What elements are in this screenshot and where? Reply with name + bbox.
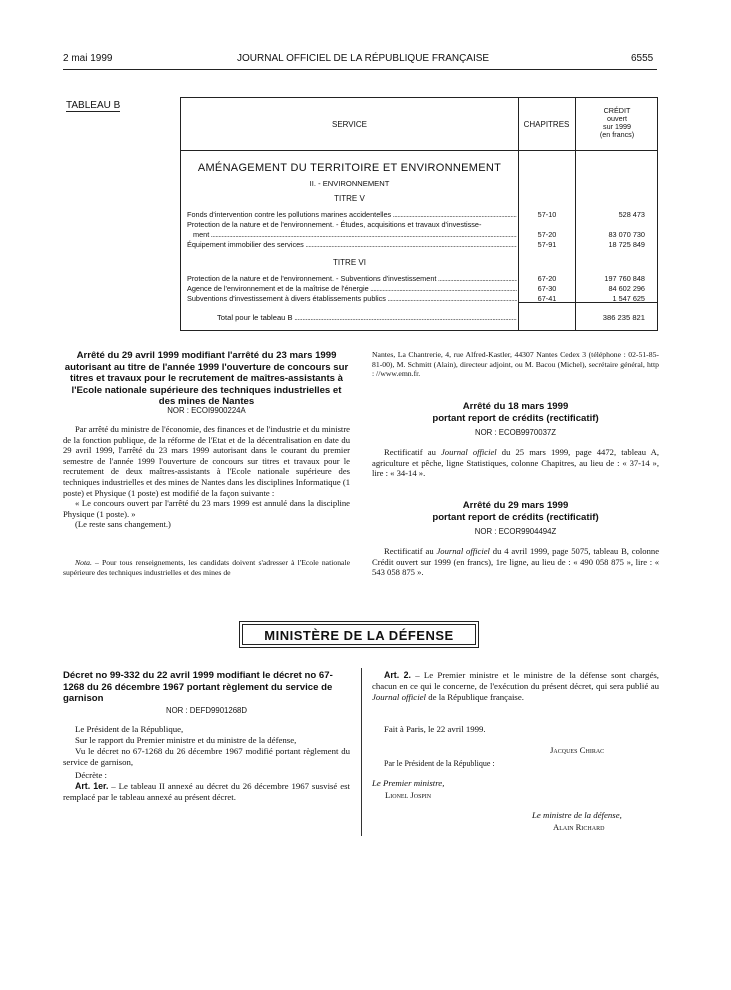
row-credit: 197 760 848: [604, 274, 645, 283]
section-title: AMÉNAGEMENT DU TERRITOIRE ET ENVIRONNEMENT: [197, 162, 502, 174]
total-value: 386 235 821: [602, 313, 645, 322]
credit-header-line: sur 1999: [603, 122, 631, 131]
signature-president: Jacques Chirac: [550, 745, 605, 755]
credit-header-line: (en francs): [599, 130, 635, 139]
header-date: 2 mai 1999: [63, 53, 113, 64]
row-credit: 83 070 730: [608, 230, 645, 239]
row-credit: 18 725 849: [608, 240, 645, 249]
arrete3-title-line: Arrêté du 29 mars 1999: [462, 500, 569, 511]
ministre-defense-name: Alain Richard: [553, 822, 605, 832]
col-header-chapitres: CHAPITRES: [523, 120, 570, 129]
article-2-label: Art. 2.: [384, 670, 411, 680]
header-journal-title: JOURNAL OFFICIEL DE LA RÉPUBLIQUE FRANÇAISE: [237, 53, 490, 64]
row-label: Protection de la nature et de l'environnement. - Subventions d'investissement .....: [187, 274, 517, 283]
arrete1-body: [63, 424, 350, 530]
row-chapitre: 57-20: [537, 230, 557, 239]
arrete1-title: Arrêté du 29 avril 1999 modifiant l'arrêté du 23 mars 1999 autorisant au titre de l'année 1999 l'ouverture de concours sur titres et travaux pour le recrutement de maîtres-assistants à l'Ecole nationale supérieure des techniques industrielles et des mines de Nantes: [64, 350, 349, 407]
arrete1-nor: NOR : ECOI9900224A: [167, 406, 246, 415]
decret-article-2: [372, 670, 659, 703]
row-chapitre: 67-20: [537, 274, 557, 283]
row-label: Équipement immobilier des services .....: [187, 240, 517, 249]
arrete3-text: Rectificatif au: [384, 546, 437, 556]
arrete1-nota: [63, 558, 350, 577]
table-row: [187, 210, 517, 219]
row-label: Fonds d'intervention contre les pollutions marines accidentelles .....: [187, 210, 517, 219]
article-2-text: – Le Premier ministre et le ministre de la défense sont chargés, chacun en ce qui le concerne, de l'exécution du présent décret, qui sera publié au: [372, 670, 659, 691]
row-chapitre: 67-30: [537, 284, 557, 293]
decret-paragraph: Le Président de la République,: [75, 724, 184, 734]
col-header-credit: [575, 107, 659, 139]
journal-officiel-ref: Journal officiel: [440, 447, 497, 457]
decret-title: Décret no 99-332 du 22 avril 1999 modifiant le décret no 67-1268 du 26 décembre 1967 portant règlement du service de garnison: [63, 670, 333, 704]
arrete2-title: [372, 401, 659, 424]
arrete1-paragraph: (Le reste sans changement.): [75, 519, 171, 530]
arrete2-title-line: Arrêté du 18 mars 1999: [462, 401, 569, 412]
nota-label: Nota.: [75, 558, 92, 567]
titre-v: TITRE V: [334, 194, 365, 203]
row-chapitre: 57-10: [537, 210, 557, 219]
arrete2-title-line: portant report de crédits (rectificatif): [432, 412, 599, 424]
row-credit: 84 602 296: [608, 284, 645, 293]
decrete: Décrète :: [75, 770, 107, 780]
total-row: [217, 313, 517, 322]
row-label: Protection de la nature et de l'environnement. - Études, acquisitions et travaux d'investisse-: [187, 220, 482, 229]
total-label: Total pour le tableau B .....: [217, 313, 517, 322]
table-row: [187, 220, 517, 229]
tableau-b: [180, 97, 658, 331]
col-header-service: SERVICE: [332, 120, 367, 129]
titre-vi: TITRE VI: [333, 258, 366, 267]
table-row: [187, 274, 517, 283]
arrete2-text: du 25 mars 1999, page 4472, tableau A, agriculture et pêche, ligne Statistiques, colonne Chapitres, au lieu de : « 37-14 », lire : « 34-14 ».: [372, 447, 660, 479]
row-chapitre: 57-91: [537, 240, 557, 249]
premier-ministre-title: Le Premier ministre,: [372, 778, 445, 788]
header-divider: [181, 150, 657, 151]
ministry-heading: MINISTÈRE DE LA DÉFENSE: [242, 624, 476, 645]
arrete1-paragraph: Par arrêté du ministre de l'économie, des finances et de l'industrie et du ministre de la fonction publique, de la réforme de l'Etat et de la décentralisation en date du 29 avril 1999, l'arrêté du 23 mars 1999 autorisant dans le courant du premier semestre de l'année 1999 l'ouverture de concours sur titres et travaux pour le recrutement de deux maîtres-assistants à l'Ecole nationale supérieure des techniques industrielles et des mines de Nantes dans les disciplines Informatique (1 poste) et Physique (1 poste) est modifié de la façon suivante :: [63, 424, 350, 498]
section-subtitle: II. - ENVIRONNEMENT: [309, 179, 390, 188]
table-row: [187, 240, 517, 249]
row-label: Subventions d'investissement à divers établissements publics .....: [187, 294, 517, 303]
credit-header-line: CRÉDIT: [603, 106, 631, 115]
nota-text: – Pour tous renseignements, les candidats doivent s'adresser à l'Ecole nationale supérieure des techniques industrielles et des mines de: [63, 558, 350, 577]
decret-body: [63, 724, 350, 803]
column-separator: [361, 668, 362, 836]
premier-ministre-name: Lionel Jospin: [385, 790, 432, 800]
arrete3-text: du 4 avril 1999, page 5075, tableau B, colonne Crédit ouvert sur 1999 (en francs), 1re ligne, au lieu de : « 490 058 875 », lire : « 543 058 875 ».: [372, 546, 660, 578]
arrete3-title-line: portant report de crédits (rectificatif): [432, 511, 599, 523]
article-2-text: de la République française.: [426, 692, 524, 702]
header-page-number: 6555: [631, 53, 654, 64]
row-label: ment .....: [193, 230, 517, 239]
arrete2-text: Rectificatif au: [384, 447, 441, 457]
arrete1-paragraph: « Le concours ouvert par l'arrêté du 23 mars 1999 est annulé dans la discipline Physique (1 poste). »: [63, 498, 350, 519]
credit-header-line: ouvert: [607, 114, 627, 123]
journal-officiel-ref: Journal officiel: [436, 546, 490, 556]
article-1-label: Art. 1er.: [75, 781, 109, 791]
ministre-defense-title: Le ministre de la défense,: [532, 810, 622, 820]
arrete1-nota-continued: Nantes, La Chantrerie, 4, rue Alfred-Kastler, 44307 Nantes Cedex 3 (téléphone : 02-51-85-81-00), M. Schmitt (Alain), directeur adjoint, ou M. Bacou (Michel), secrétaire général, http : //www.emn.fr.: [372, 350, 659, 379]
row-credit: 1 547 625: [612, 294, 645, 303]
arrete2-body: [372, 447, 659, 479]
col-divider: [518, 98, 519, 330]
row-chapitre: 67-41: [537, 294, 557, 303]
arrete3-title: [372, 500, 659, 523]
decret-nor: NOR : DEFD9901268D: [165, 706, 248, 715]
table-row: [187, 230, 517, 239]
par-le-president: Par le Président de la République :: [384, 759, 495, 768]
table-row: [187, 284, 517, 293]
decret-paragraph: Vu le décret no 67-1268 du 26 décembre 1967 modifié portant règlement du service de garnison,: [63, 746, 350, 767]
tableau-label: TABLEAU B: [66, 100, 121, 111]
arrete3-nor: NOR : ECOR9904494Z: [474, 527, 557, 536]
header-rule: [63, 69, 657, 70]
article-1-text: – Le tableau II annexé au décret du 26 décembre 1967 susvisé est remplacé par le tableau annexé au présent décret.: [63, 781, 350, 802]
journal-officiel-ref: Journal officiel: [372, 692, 426, 702]
ministry-heading-box: [239, 621, 479, 648]
decret-paragraph: Sur le rapport du Premier ministre et du ministre de la défense,: [75, 735, 297, 745]
row-label: Agence de l'environnement et de la maîtrise de l'énergie .....: [187, 284, 517, 293]
decret-fait: Fait à Paris, le 22 avril 1999.: [384, 724, 486, 734]
arrete2-nor: NOR : ECOB9970037Z: [474, 428, 557, 437]
table-row: [187, 294, 517, 303]
row-credit: 528 473: [618, 210, 645, 219]
arrete3-body: [372, 546, 659, 578]
